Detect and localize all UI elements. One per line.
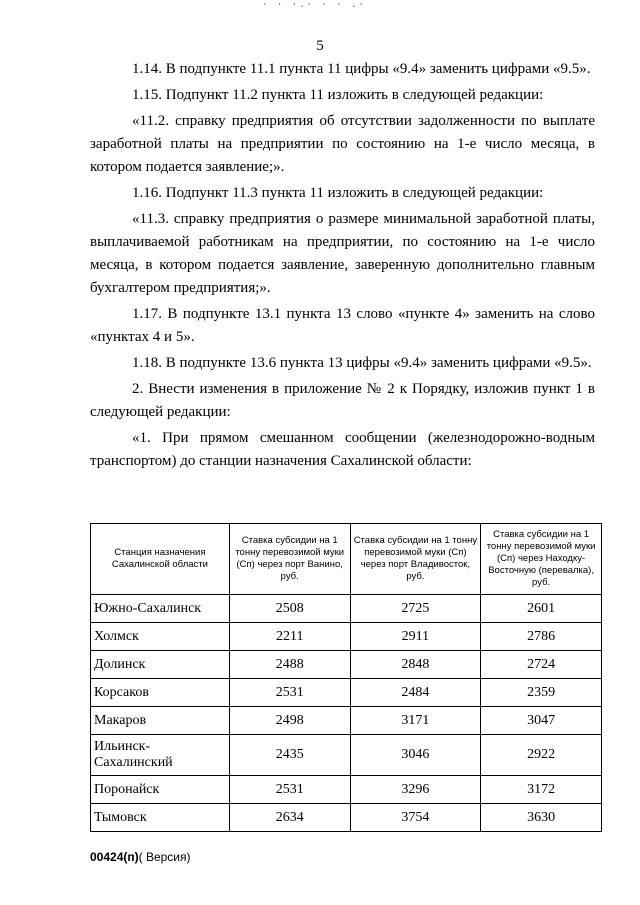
table-row — [91, 804, 602, 832]
vladivostok-rate-cell: 2725 — [350, 595, 481, 623]
scan-artifact: · · ·.· · · .· — [262, 0, 366, 10]
document-body — [90, 58, 595, 473]
header-vladivostok: Ставка субсидии на 1 тонну перевозимой муки (Сп) через порт Владивосток, руб. — [350, 524, 481, 595]
table-row — [91, 623, 602, 651]
nakhodka-rate-cell: 2786 — [481, 623, 602, 651]
nakhodka-rate-cell: 2359 — [481, 679, 602, 707]
station-cell: Корсаков — [91, 679, 230, 707]
vanino-rate-cell: 2508 — [229, 595, 350, 623]
nakhodka-rate-cell: 2922 — [481, 735, 602, 776]
vladivostok-rate-cell: 3296 — [350, 776, 481, 804]
vladivostok-rate-cell: 3046 — [350, 735, 481, 776]
vanino-rate-cell: 2531 — [229, 679, 350, 707]
paragraph-1-16: 1.16. Подпункт 11.3 пункта 11 изложить в следующей редакции: — [132, 185, 544, 201]
document-code: 00424(п) — [90, 850, 139, 864]
vanino-rate-cell: 2531 — [229, 776, 350, 804]
header-station: Станция назначения Сахалинской области — [91, 524, 230, 595]
vladivostok-rate-cell: 3754 — [350, 804, 481, 832]
nakhodka-rate-cell: 3172 — [481, 776, 602, 804]
page-number: 5 — [316, 38, 324, 54]
vladivostok-rate-cell: 3171 — [350, 707, 481, 735]
nakhodka-rate-cell: 2601 — [481, 595, 602, 623]
table-row — [91, 735, 602, 776]
paragraph-11-2: «11.2. справку предприятия об отсутствии задолженности по выплате заработной платы на предприятии по состоянию на 1-е число месяца, в котором подается заявление;». — [90, 113, 595, 175]
vladivostok-rate-cell: 2484 — [350, 679, 481, 707]
vanino-rate-cell: 2498 — [229, 707, 350, 735]
paragraph-appendix-1: «1. При прямом смешанном сообщении (железнодорожно-водным транспортом) до станции назначения Сахалинской области: — [90, 430, 595, 469]
vladivostok-rate-cell: 2848 — [350, 651, 481, 679]
paragraph-1-18: 1.18. В подпункте 13.6 пункта 13 цифры «9.4» заменить цифрами «9.5». — [132, 355, 592, 371]
station-cell: Долинск — [91, 651, 230, 679]
header-vanino: Ставка субсидии на 1 тонну перевозимой муки (Сп) через порт Ванино, руб. — [229, 524, 350, 595]
paragraph-1-17: 1.17. В подпункте 13.1 пункта 13 слово «пункте 4» заменить на слово «пунктах 4 и 5». — [90, 306, 595, 345]
table-row — [91, 679, 602, 707]
document-footer — [90, 850, 191, 864]
vanino-rate-cell: 2435 — [229, 735, 350, 776]
table-row — [91, 707, 602, 735]
nakhodka-rate-cell: 3047 — [481, 707, 602, 735]
paragraph-11-3: «11.3. справку предприятия о размере минимальной заработной платы, выплачиваемой работникам на предприятии, по состоянию на 1-е число месяца, в котором подается заявление, заверенную дополнительно главным бухгалтером предприятия;». — [90, 211, 595, 296]
nakhodka-rate-cell: 2724 — [481, 651, 602, 679]
table-row — [91, 776, 602, 804]
station-cell: Холмск — [91, 623, 230, 651]
nakhodka-rate-cell: 3630 — [481, 804, 602, 832]
vanino-rate-cell: 2488 — [229, 651, 350, 679]
table-header-row — [91, 524, 602, 595]
station-cell: Южно-Сахалинск — [91, 595, 230, 623]
header-nakhodka: Ставка субсидии на 1 тонну перевозимой муки (Сп) через Находку-Восточную (перевалка), руб. — [481, 524, 602, 595]
vladivostok-rate-cell: 2911 — [350, 623, 481, 651]
vanino-rate-cell: 2634 — [229, 804, 350, 832]
station-cell: Поронайск — [91, 776, 230, 804]
document-version: ( Версия) — [138, 850, 191, 864]
station-cell: Ильинск-Сахалинский — [91, 735, 230, 776]
paragraph-1-15: 1.15. Подпункт 11.2 пункта 11 изложить в следующей редакции: — [132, 87, 544, 103]
table-row — [91, 651, 602, 679]
station-cell: Тымовск — [91, 804, 230, 832]
table-row — [91, 595, 602, 623]
paragraph-2: 2. Внести изменения в приложение № 2 к Порядку, изложив пункт 1 в следующей редакции: — [90, 381, 595, 420]
paragraph-1-14: 1.14. В подпункте 11.1 пункта 11 цифры «9.4» заменить цифрами «9.5». — [132, 61, 591, 77]
station-cell: Макаров — [91, 707, 230, 735]
subsidy-rate-table — [90, 523, 602, 832]
vanino-rate-cell: 2211 — [229, 623, 350, 651]
